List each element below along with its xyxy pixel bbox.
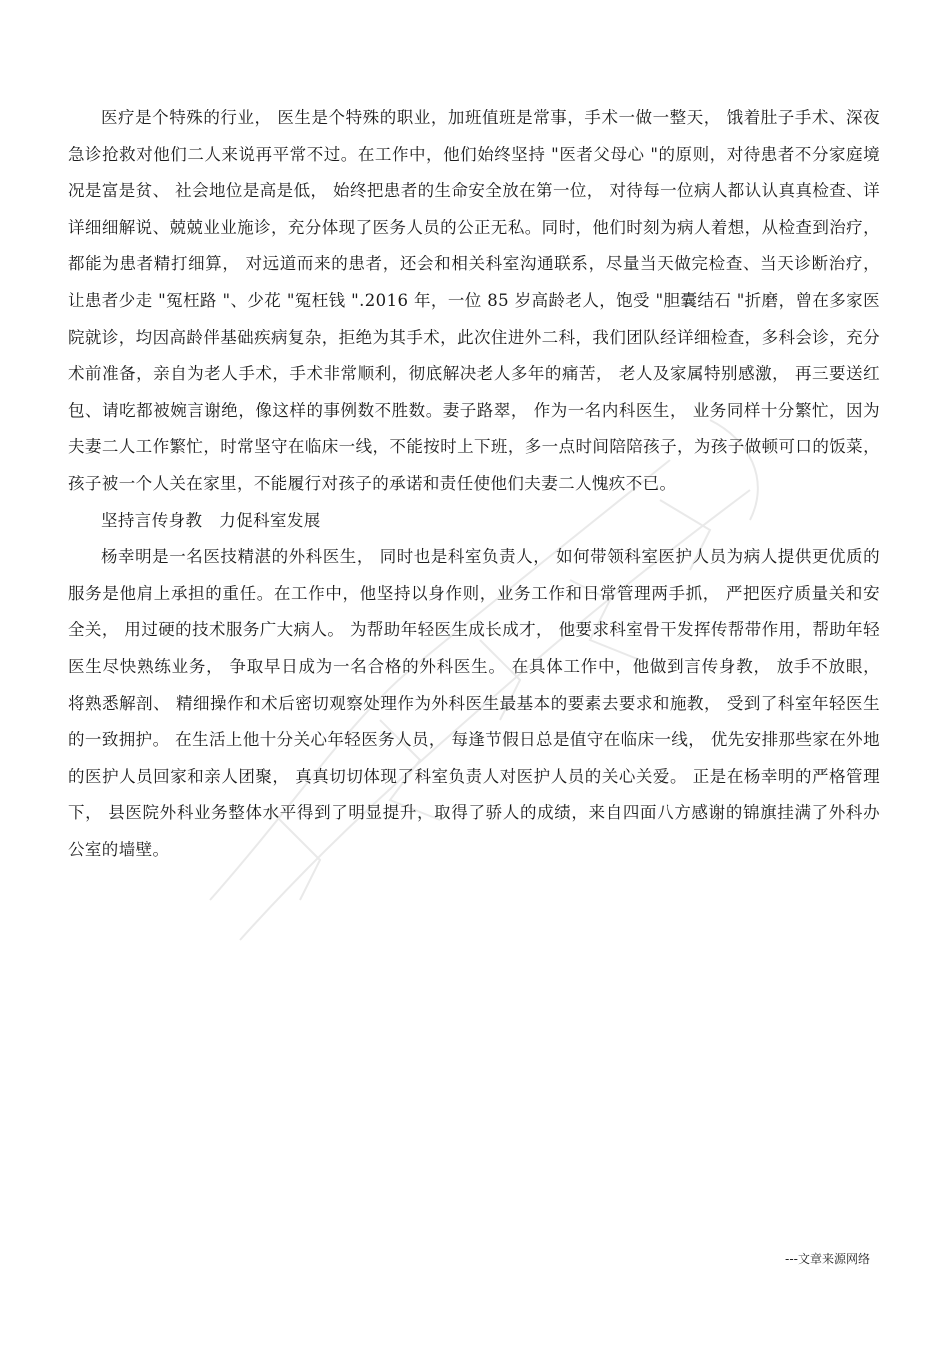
source-note: ---文章来源网络	[785, 1252, 870, 1266]
paragraph-2: 杨幸明是一名医技精湛的外科医生， 同时也是科室负责人， 如何带领科室医护人员为病人提供更优质的服务是他肩上承担的重任。在工作中，他坚持以身作则，业务工作和日常管理两手抓， 严把医疗质量关和安全关， 用过硬的技术服务广大病人。 为帮助年轻医生成长成才， 他要求科室骨干发挥传帮带作用，帮助年轻医生尽快熟练业务， 争取早日成为一名合格的外科医生。 在具体工作中，他做到言传身教， 放手不放眼， 将熟悉解剖、 精细操作和术后密切观察处理作为外科医生最基本的要素去要求和施教， 受到了科室年轻医生的一致拥护。 在生活上他十分关心年轻医务人员， 每逢节假日总是值守在临床一线， 优先安排那些家在外地的医护人员回家和亲人团聚， 真真切切体现了科室负责人对医护人员的关心关爱。 正是在杨幸明的严格管理下， 县医院外科业务整体水平得到了明显提升，取得了骄人的成绩，来自四面八方感谢的锦旗挂满了外科办公室的墙壁。	[68, 547, 880, 859]
paragraph-1: 医疗是个特殊的行业， 医生是个特殊的职业，加班值班是常事，手术一做一整天， 饿着肚子手术、深夜急诊抢救对他们二人来说再平常不过。在工作中，他们始终坚持 "医者父母心 "的原则，对待患者不分家庭境况是富是贫、 社会地位是高是低， 始终把患者的生命安全放在第一位， 对待每一位病人都认认真真检查、详详细细解说、兢兢业业施诊，充分体现了医务人员的公正无私。同时，他们时刻为病人着想，从检查到治疗， 都能为患者精打细算， 对远道而来的患者，还会和相关科室沟通联系，尽量当天做完检查、当天诊断治疗，让患者少走 "冤枉路 "、少花 "冤枉钱 ".2016 年，一位 85 岁高龄老人，饱受 "胆囊结石 "折磨，曾在多家医院就诊，均因高龄伴基础疾病复杂，拒绝为其手术，此次住进外二科，我们团队经详细检查，多科会诊，充分术前准备，亲自为老人手术，手术非常顺利，彻底解决老人多年的痛苦， 老人及家属特别感激， 再三要送红包、请吃都被婉言谢绝，像这样的事例数不胜数。妻子路翠， 作为一名内科医生， 业务同样十分繁忙，因为夫妻二人工作繁忙，时常坚守在临床一线，不能按时上下班，多一点时间陪陪孩子，为孩子做顿可口的饭菜，孩子被一个人关在家里，不能履行对孩子的承诺和责任使他们夫妻二人愧疚不已。	[68, 108, 880, 493]
document-body	[68, 100, 880, 868]
section-heading: 坚持言传身教 力促科室发展	[101, 510, 321, 530]
